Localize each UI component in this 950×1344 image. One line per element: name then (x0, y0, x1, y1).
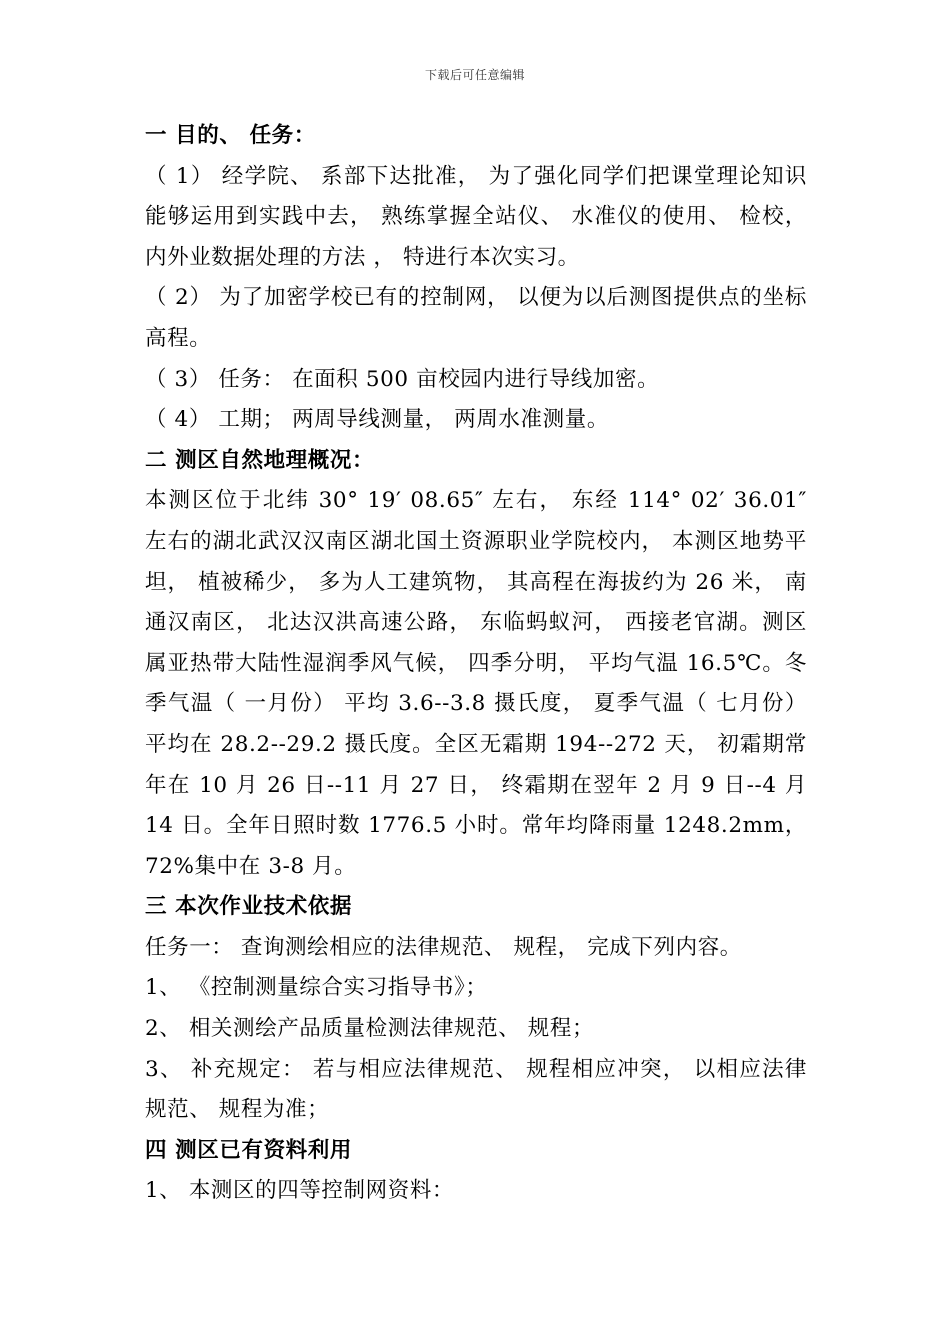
paragraph: 任务一： 查询测绘相应的法律规范、 规程， 完成下列内容。 (145, 934, 742, 960)
section-heading-existing-data: 四 测区已有资料利用 (145, 1137, 352, 1163)
section-heading-purpose: 一 目的、 任务： (145, 123, 316, 148)
document-body (145, 116, 807, 1212)
paragraph: 本测区位于北纬 30° 19′ 08.65″ 左右， 东经 114° 02′ 36.01″ 左右的湖北武汉汉南区湖北国土资源职业学院校内， 本测区地势平坦， 植被稀少， 多为人工建筑物， 其高程在海拔约为 26 米， 南通汉南区， 北达汉洪高速公路， 东临蚂蚁河， 西接老官湖。测区属亚热带大陆性湿润季风气候， 四季分明， 平均气温 16.5℃。冬季气温（ 一月份） 平均 3.6--3.8 摄氏度， 夏季气温（ 七月份） 平均在 28.2--29.2 摄氏度。全区无霜期 194--272 天， 初霜期常年在 10 月 26 日--11 月 27 日， 终霜期在翌年 2 月 9 日--4 月 14 日。全年日照时数 1776.5 小时。常年均降雨量 1248.2mm， 72%集中在 3-8 月。 (145, 488, 807, 879)
paragraph: （ 4） 工期； 两周导线测量， 两周水准测量。 (145, 407, 609, 433)
paragraph: （ 3） 任务： 在面积 500 亩校园内进行导线加密。 (145, 366, 660, 392)
section-heading-geography: 二 测区自然地理概况： (145, 447, 375, 473)
page-header-note: 下载后可任意编辑 (424, 68, 525, 82)
list-item: 1、 本测区的四等控制网资料： (145, 1178, 455, 1204)
list-item: 1、 《控制测量综合实习指导书》； (145, 975, 488, 1001)
section-heading-technical-basis: 三 本次作业技术依据 (145, 894, 352, 920)
paragraph: （ 1） 经学院、 系部下达批准， 为了强化同学们把课堂理论知识能够运用到实践中去， 熟练掌握全站仪、 水准仪的使用、 检校， 内外业数据处理的方法 ， 特进行本次实习。 (145, 163, 807, 270)
list-item: 2、 相关测绘产品质量检测法律规范、 规程； (145, 1016, 595, 1042)
paragraph: （ 2） 为了加密学校已有的控制网， 以便为以后测图提供点的坐标高程。 (145, 285, 807, 351)
list-item: 3、 补充规定： 若与相应法律规范、 规程相应冲突， 以相应法律规范、 规程为准； (145, 1056, 807, 1123)
